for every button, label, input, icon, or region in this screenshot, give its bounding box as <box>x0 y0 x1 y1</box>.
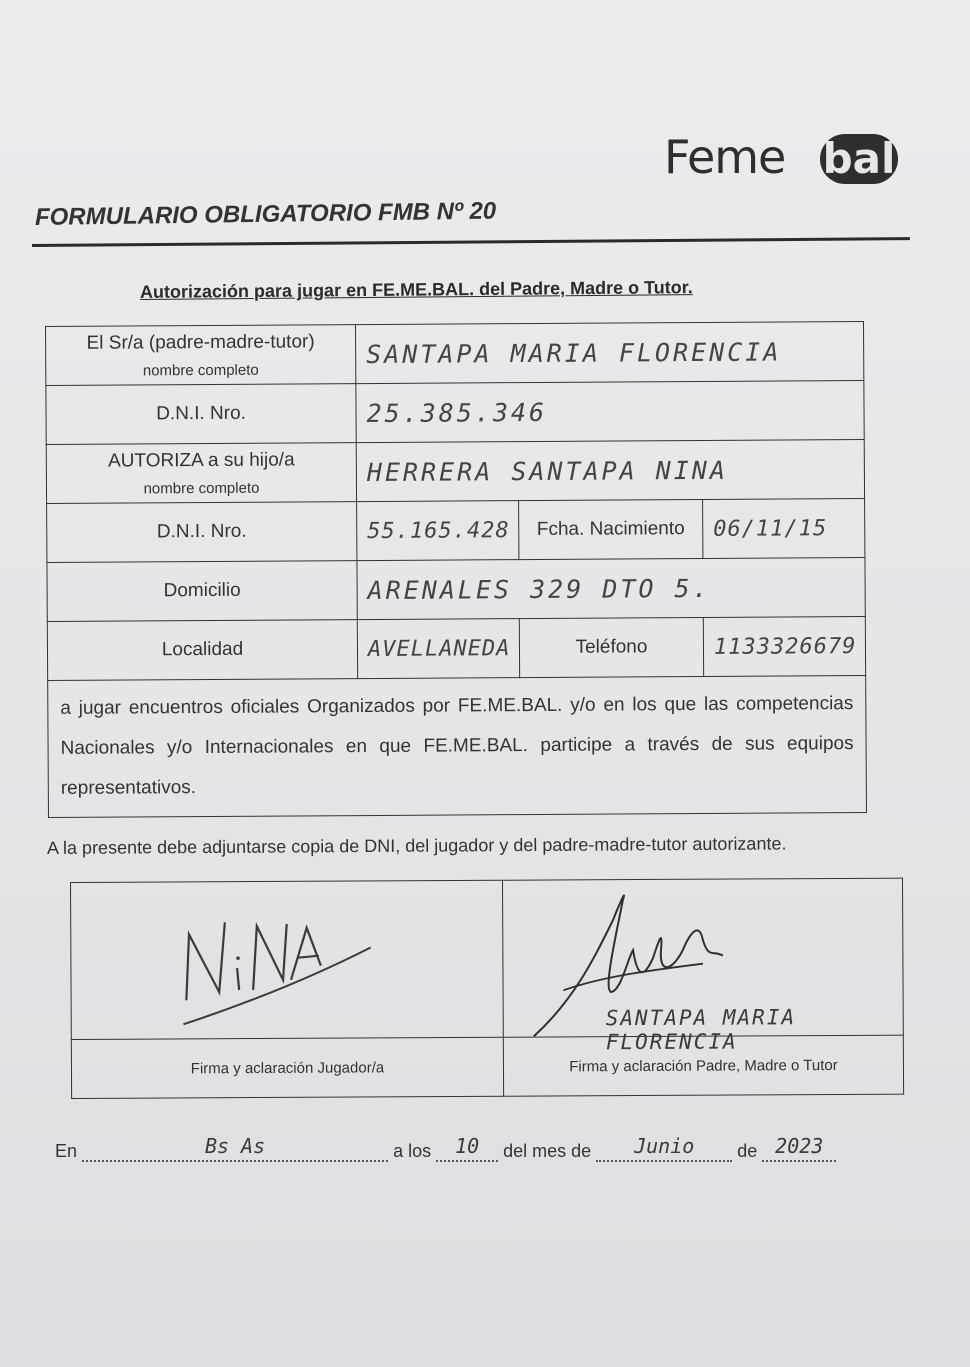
guardian-name-field[interactable]: SANTAPA MARIA FLORENCIA <box>355 322 863 384</box>
address-field[interactable]: ARENALES 329 DTO 5. <box>357 557 865 619</box>
child-name-row <box>46 439 864 503</box>
guardian-sublabel: nombre completo <box>142 361 259 379</box>
month-label: del mes de <box>503 1141 592 1161</box>
child-sublabel: nombre completo <box>143 479 260 497</box>
guardian-dni-row <box>46 380 864 444</box>
city-field[interactable]: AVELLANEDA <box>357 619 519 679</box>
guardian-name-row <box>46 322 864 386</box>
guardian-label: El Sr/a (padre-madre-tutor) <box>86 330 315 354</box>
attachment-note: A la presente debe adjuntarse copia de DNI, del jugador y del padre-madre-tutor autorizante. <box>46 833 787 858</box>
guardian-signature-name: SANTAPA MARIA FLORENCIA <box>605 1005 797 1055</box>
en-label: En <box>55 1141 78 1161</box>
city-label: Localidad <box>47 620 357 681</box>
date-place-line <box>55 1136 836 1162</box>
city-row <box>47 616 865 680</box>
phone-label: Teléfono <box>519 617 703 677</box>
authorization-text-row <box>48 675 867 817</box>
child-dni-field[interactable]: 55.165.428 <box>357 501 519 561</box>
place-field[interactable]: Bs As <box>82 1136 388 1162</box>
header-rule <box>32 237 910 247</box>
month-field[interactable]: Junio <box>596 1136 732 1162</box>
phone-field[interactable]: 1133326679 <box>703 616 865 676</box>
player-signature <box>71 881 503 1039</box>
authorization-text: a jugar encuentros oficiales Organizados por FE.ME.BAL. y/o en los que las competencias Nacionales y/o Internacionales en que FE.ME.BAL. participe a través de sus equipos representativos. <box>48 675 867 817</box>
address-label: Domicilio <box>47 561 357 622</box>
child-name-field[interactable]: HERRERA SANTAPA NINA <box>356 439 864 501</box>
guardian-label-cell <box>46 325 356 386</box>
address-row <box>47 557 865 621</box>
guardian-signature-area[interactable] <box>502 878 903 1055</box>
player-signature-area[interactable] <box>71 880 504 1039</box>
year-field[interactable]: 2023 <box>762 1136 836 1162</box>
guardian-signature-caption: Firma y aclaración Padre, Madre o Tutor <box>503 1035 903 1096</box>
birth-date-field[interactable]: 06/11/15 <box>703 498 865 558</box>
player-signature-caption: Firma y aclaración Jugador/a <box>71 1037 503 1098</box>
year-label: de <box>737 1141 758 1161</box>
child-label-cell <box>46 443 356 504</box>
child-label: AUTORIZA a su hijo/a <box>107 448 295 472</box>
child-dni-row <box>47 498 865 562</box>
guardian-dni-field[interactable]: 25.385.346 <box>356 380 864 442</box>
form-title: FORMULARIO OBLIGATORIO FMB Nº 20 <box>34 197 497 231</box>
logo-badge: bal <box>820 134 898 184</box>
guardian-dni-label: D.N.I. Nro. <box>46 384 356 445</box>
femebal-logo <box>664 128 900 188</box>
child-dni-label: D.N.I. Nro. <box>47 502 357 563</box>
birth-date-label: Fcha. Nacimiento <box>519 499 703 559</box>
signature-table <box>70 878 903 1100</box>
logo-text: Feme <box>664 130 786 184</box>
authorization-table <box>45 321 866 814</box>
los-label: a los <box>393 1141 432 1161</box>
form-subtitle: Autorización para jugar en FE.ME.BAL. del Padre, Madre o Tutor. <box>139 277 693 302</box>
day-field[interactable]: 10 <box>436 1136 498 1162</box>
